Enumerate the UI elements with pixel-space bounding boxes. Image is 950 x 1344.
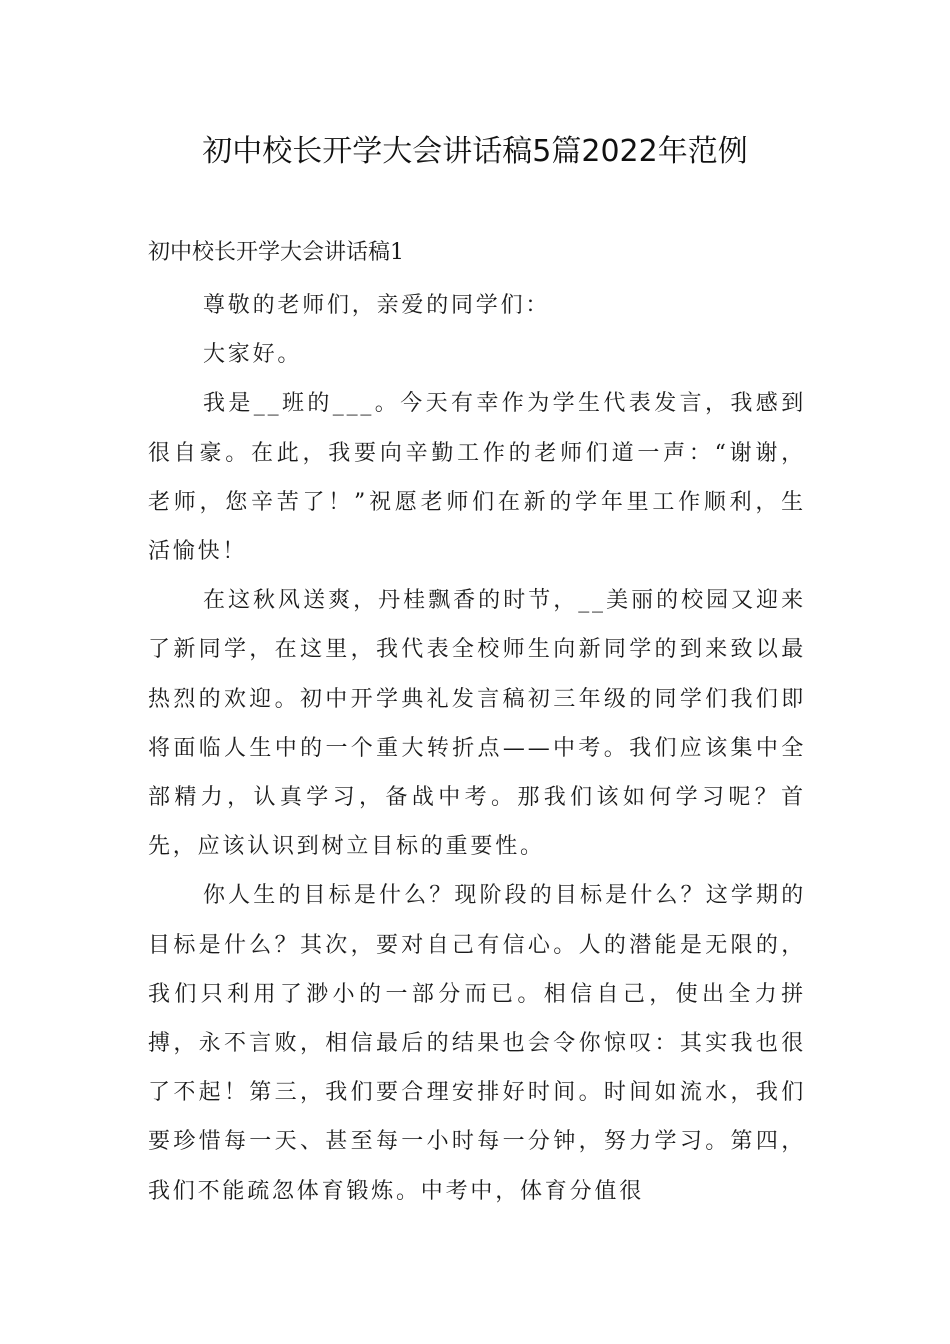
greeting-line: 尊敬的老师们，亲爱的同学们：	[203, 293, 551, 318]
hello-line: 大家好。	[203, 342, 303, 368]
body-paragraph: 在这秋风送爽，丹桂飘香的时节，__美丽的校园又迎来了新同学，在这里，我代表全校师生向新同学的到来致以最热烈的欢迎。初中开学典礼发言稿初三年级的同学们我们即将面临人生中的一个重大转折点——中考。我们应该集中全部精力，认真学习，备战中考。那我们该如何学习呢？首先，应该认识到树立目标的重要性。	[148, 588, 806, 860]
body-paragraph: 你人生的目标是什么？现阶段的目标是什么？这学期的目标是什么？其次，要对自己有信心。人的潜能是无限的，我们只利用了渺小的一部分而已。相信自己，使出全力拼搏，永不言败，相信最后的结果也会令你惊叹：其实我也很了不起！第三，我们要合理安排好时间。时间如流水，我们要珍惜每一天、甚至每一小时每一分钟，努力学习。第四，我们不能疏忽体育锻炼。中考中，体育分值很	[148, 883, 806, 1204]
body-paragraph: 我是__班的___。今天有幸作为学生代表发言，我感到很自豪。在此，我要向辛勤工作的老师们道一声：“谢谢，老师，您辛苦了！”祝愿老师们在新的学年里工作顺利，生活愉快！	[148, 391, 806, 565]
document-title: 初中校长开学大会讲话稿5篇2022年范例	[202, 134, 748, 169]
section-heading: 初中校长开学大会讲话稿1	[148, 240, 404, 265]
document-body	[148, 281, 806, 1216]
